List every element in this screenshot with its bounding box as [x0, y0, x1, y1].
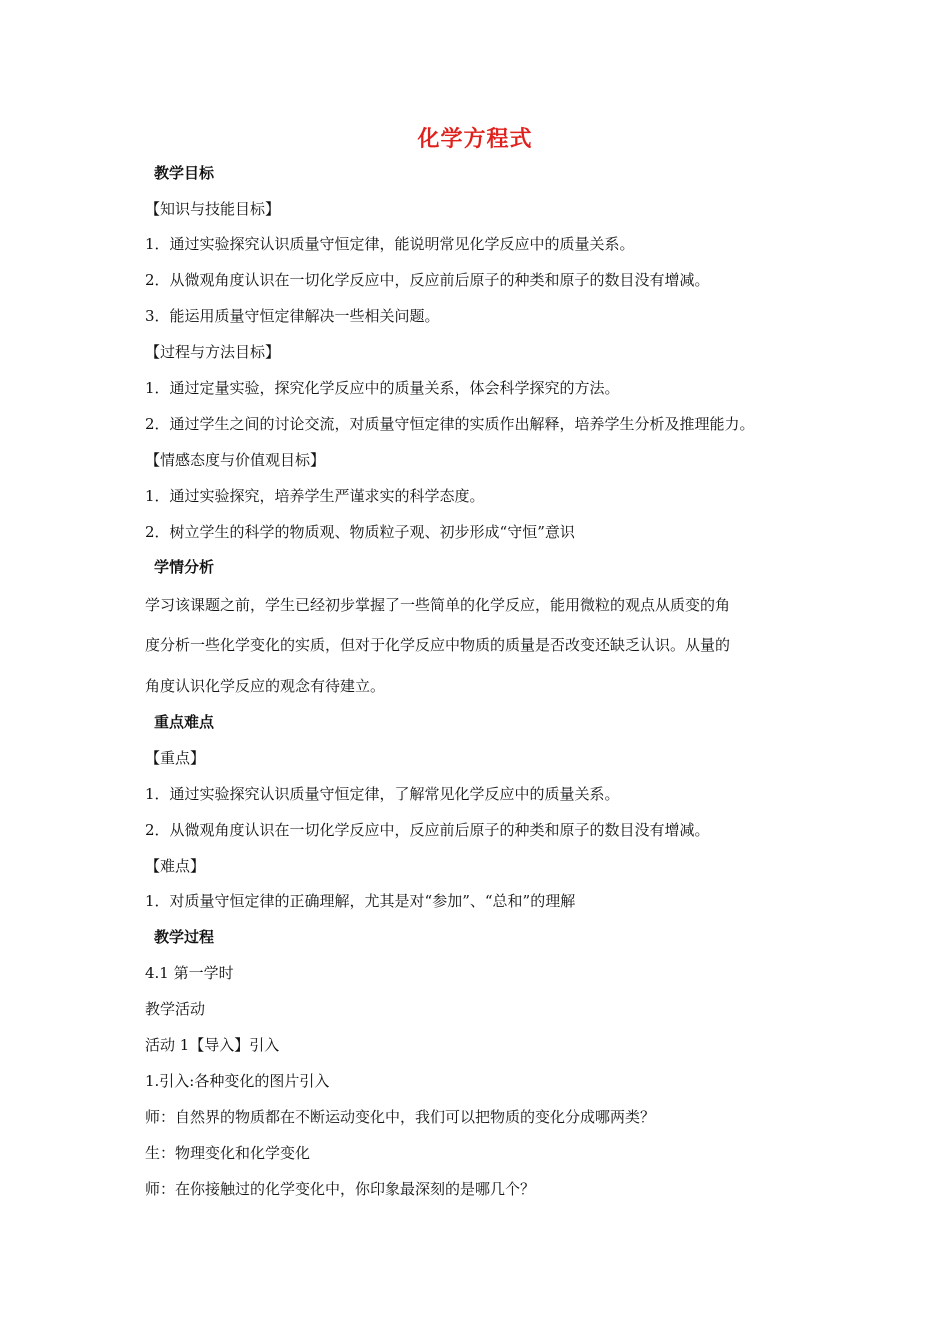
- paragraph-line: 度分析一些化学变化的实质，但对于化学反应中物质的质量是否改变还缺乏认识。从量的: [145, 636, 731, 654]
- list-item: 1．通过实验探究认识质量守恒定律，能说明常见化学反应中的质量关系。: [145, 235, 635, 253]
- subsection-attitudes-values: 【情感态度与价值观目标】: [145, 451, 326, 469]
- paragraph-line: 角度认识化学反应的观念有待建立。: [145, 677, 386, 695]
- list-item: 3．能运用质量守恒定律解决一些相关问题。: [145, 307, 440, 325]
- subsection-key-points: 【重点】: [145, 749, 206, 767]
- dialogue-line-student: 生：物理变化和化学变化: [145, 1144, 311, 1162]
- list-item: 1．通过定量实验，探究化学反应中的质量关系，体会科学探究的方法。: [145, 379, 620, 397]
- subsection-difficult-points: 【难点】: [145, 857, 206, 875]
- list-item: 2．从微观角度认识在一切化学反应中，反应前后原子的种类和原子的数目没有增减。: [145, 271, 710, 289]
- section-heading-teaching-process: 教学过程: [154, 928, 215, 946]
- list-item: 1．对质量守恒定律的正确理解，尤其是对“参加”、“总和”的理解: [145, 892, 576, 910]
- subsection-process-methods: 【过程与方法目标】: [145, 343, 281, 361]
- dialogue-line-teacher: 师：自然界的物质都在不断运动变化中，我们可以把物质的变化分成哪两类？: [145, 1108, 656, 1126]
- dialogue-line-teacher: 师：在你接触过的化学变化中，你印象最深刻的是哪几个？: [145, 1180, 536, 1198]
- section-heading-teaching-goals: 教学目标: [154, 164, 215, 182]
- paragraph-line: 学习该课题之前，学生已经初步掌握了一些简单的化学反应，能用微粒的观点从质变的角: [145, 596, 731, 614]
- section-heading-learning-analysis: 学情分析: [154, 558, 215, 576]
- list-item: 2．树立学生的科学的物质观、物质粒子观、初步形成“守恒”意识: [145, 523, 575, 541]
- activity-step: 1.引入:各种变化的图片引入: [145, 1072, 330, 1090]
- list-item: 1．通过实验探究认识质量守恒定律，了解常见化学反应中的质量关系。: [145, 785, 620, 803]
- list-item: 1．通过实验探究，培养学生严谨求实的科学态度。: [145, 487, 485, 505]
- lesson-period-label: 4.1 第一学时: [145, 964, 234, 982]
- subsection-knowledge-skills: 【知识与技能目标】: [145, 200, 281, 218]
- section-heading-key-difficult-points: 重点难点: [154, 713, 215, 731]
- document-title: 化学方程式: [417, 126, 533, 152]
- list-item: 2．通过学生之间的讨论交流，对质量守恒定律的实质作出解释，培养学生分析及推理能力。: [145, 415, 755, 433]
- teaching-activities-label: 教学活动: [145, 1000, 206, 1018]
- activity-heading: 活动 1【导入】引入: [145, 1036, 280, 1054]
- list-item: 2．从微观角度认识在一切化学反应中，反应前后原子的种类和原子的数目没有增减。: [145, 821, 710, 839]
